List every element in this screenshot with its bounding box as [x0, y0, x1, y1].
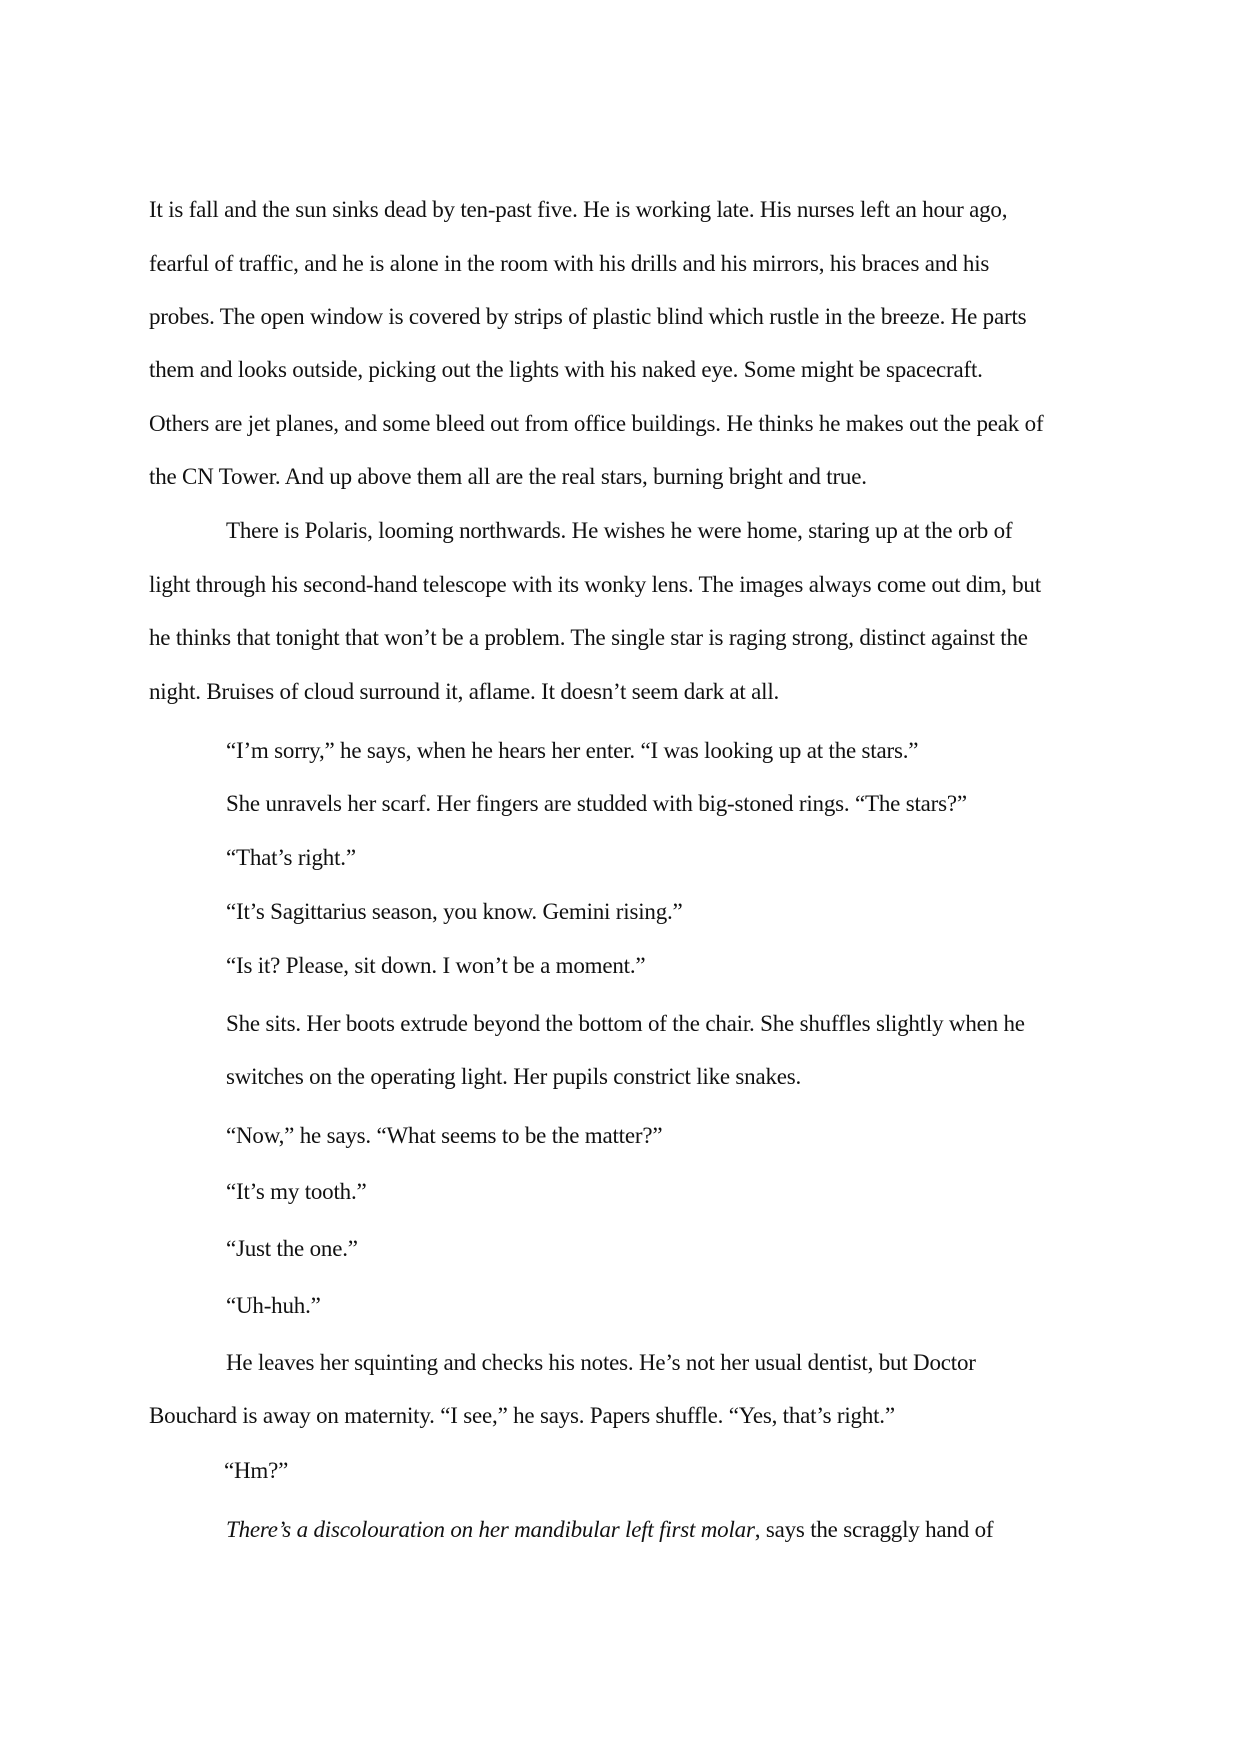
text-line: He leaves her squinting and checks his notes. He’s not her usual dentist, but Doctor — [226, 1350, 976, 1375]
text-line: “Is it? Please, sit down. I won’t be a moment.” — [226, 953, 646, 978]
text-line: Others are jet planes, and some bleed out from office buildings. He thinks he makes out the peak of — [149, 411, 1044, 436]
text-span: , says the scraggly hand of — [754, 1517, 994, 1542]
text-line: Bouchard is away on maternity. “I see,” he says. Papers shuffle. “Yes, that’s right.” — [149, 1403, 895, 1428]
text-line-mixed — [226, 1516, 993, 1544]
text-line: She unravels her scarf. Her fingers are studded with big-stoned rings. “The stars?” — [226, 791, 967, 816]
text-line: “Now,” he says. “What seems to be the matter?” — [226, 1123, 663, 1148]
text-line: “Just the one.” — [226, 1236, 358, 1261]
text-line: “Uh-huh.” — [226, 1293, 321, 1318]
text-line: She sits. Her boots extrude beyond the bottom of the chair. She shuffles slightly when he — [226, 1011, 1025, 1036]
text-line: switches on the operating light. Her pupils constrict like snakes. — [226, 1064, 802, 1089]
text-line: he thinks that tonight that won’t be a problem. The single star is raging strong, distinct against the — [149, 625, 1028, 650]
text-line: them and looks outside, picking out the lights with his naked eye. Some might be spacecraft. — [149, 357, 983, 382]
text-line: There is Polaris, looming northwards. He wishes he were home, staring up at the orb of — [226, 518, 1013, 543]
text-line: night. Bruises of cloud surround it, aflame. It doesn’t seem dark at all. — [149, 679, 780, 704]
text-line: probes. The open window is covered by strips of plastic blind which rustle in the breeze. He parts — [149, 304, 1027, 329]
text-line: “It’s my tooth.” — [226, 1179, 367, 1204]
text-line: “It’s Sagittarius season, you know. Gemini rising.” — [226, 899, 683, 924]
italic-text: There’s a discolouration on her mandibular left first molar — [226, 1517, 755, 1542]
text-line: “Hm?” — [224, 1458, 289, 1483]
text-line: light through his second-hand telescope with its wonky lens. The images always come out dim, but — [149, 572, 1041, 597]
text-line: It is fall and the sun sinks dead by ten-past five. He is working late. His nurses left an hour ago, — [149, 197, 1008, 222]
text-line: “I’m sorry,” he says, when he hears her enter. “I was looking up at the stars.” — [226, 738, 919, 763]
text-line: the CN Tower. And up above them all are the real stars, burning bright and true. — [149, 464, 867, 489]
text-line: “That’s right.” — [226, 845, 356, 870]
text-line: fearful of traffic, and he is alone in the room with his drills and his mirrors, his braces and his — [149, 251, 990, 276]
